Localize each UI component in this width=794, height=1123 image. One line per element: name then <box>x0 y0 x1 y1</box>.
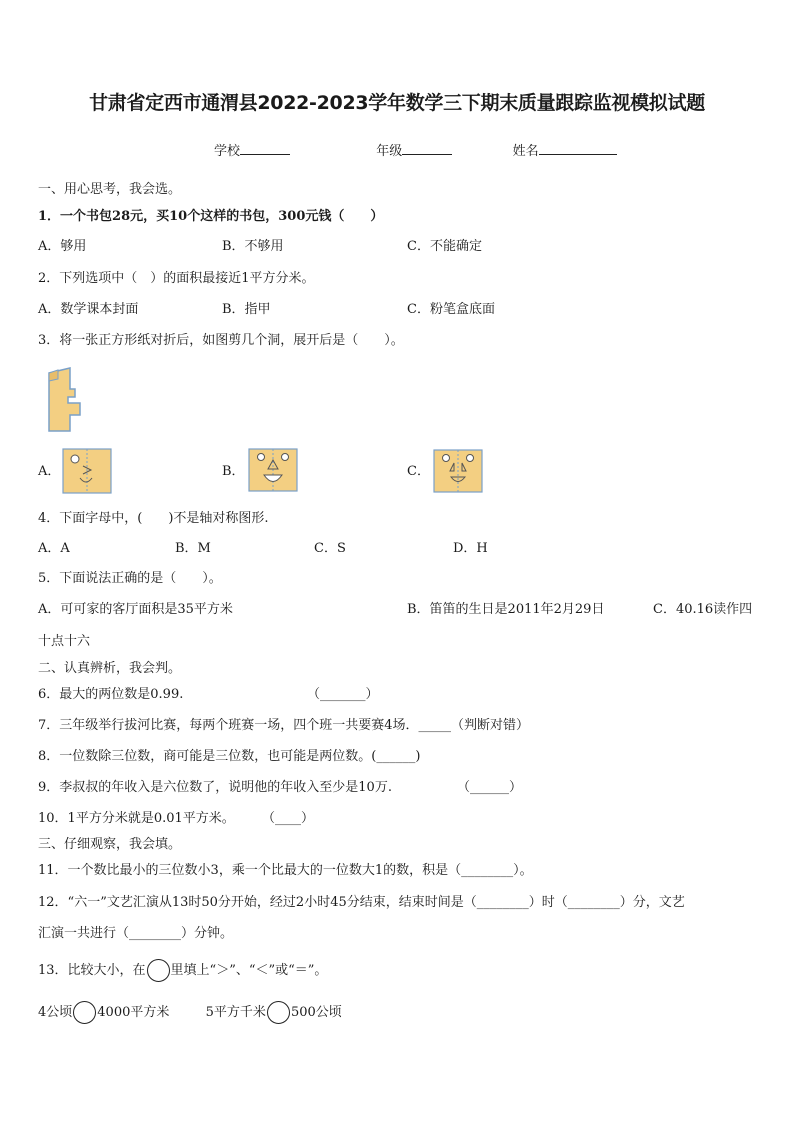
school-blank[interactable] <box>240 142 290 155</box>
name-label: 姓名 <box>512 144 539 159</box>
q10-answer-blank[interactable]: （____） <box>262 811 315 826</box>
question-5: 5．下面说法正确的是（ ）。 <box>38 571 222 586</box>
q3-option-c-figure[interactable] <box>433 449 483 493</box>
name-blank[interactable] <box>539 142 617 155</box>
q13-text-b: 里填上“＞”、“＜”或“＝”。 <box>170 963 328 978</box>
q3-option-a[interactable]: A． <box>38 464 61 479</box>
section-3-heading: 三、仔细观察，我会填。 <box>38 837 182 852</box>
q4-option-b[interactable]: B．M <box>175 541 211 556</box>
q1-option-a[interactable]: A．够用 <box>38 239 87 254</box>
q13-left-2: 5平方千米 <box>205 1005 266 1020</box>
q1-option-b[interactable]: B．不够用 <box>222 239 284 254</box>
q5-option-a[interactable]: A．可可家的客厅面积是35平方米 <box>38 602 233 617</box>
q13-right-1: 4000平方米 <box>97 1005 170 1020</box>
q3-option-b[interactable]: B． <box>222 464 245 479</box>
q4-option-d[interactable]: D．H <box>453 541 488 556</box>
q3-option-c[interactable]: C． <box>407 464 430 479</box>
section-1-heading: 一、用心思考，我会选。 <box>38 182 182 197</box>
header-fields <box>214 142 617 161</box>
q5-option-b[interactable]: B．笛笛的生日是2011年2月29日 <box>407 602 605 617</box>
school-label: 学校 <box>214 144 241 159</box>
question-9: 9．李叔叔的年收入是六位数了，说明他的年收入至少是10万. <box>38 780 392 795</box>
q1-option-c[interactable]: C．不能确定 <box>407 239 482 254</box>
compare-circle-2[interactable] <box>267 1001 290 1024</box>
page-title: 甘肃省定西市通渭县2022-2023学年数学三下期末质量跟踪监视模拟试题 <box>89 92 705 114</box>
question-6: 6．最大的两位数是0.99. <box>38 687 184 702</box>
grade-blank[interactable] <box>402 142 452 155</box>
q6-answer-blank[interactable]: （_______） <box>307 687 379 702</box>
q4-option-c[interactable]: C．S <box>314 541 346 556</box>
q5-option-c-continued: 十点十六 <box>38 634 91 649</box>
question-1: 1．一个书包28元，买10个这样的书包，300元钱（ ） <box>38 209 384 224</box>
q2-option-b[interactable]: B．指甲 <box>222 302 271 317</box>
compare-circle-1[interactable] <box>73 1001 96 1024</box>
circle-icon <box>147 959 170 982</box>
question-8: 8．一位数除三位数，商可能是三位数，也可能是两位数。(______) <box>38 749 421 764</box>
q13-left-1: 4公顷 <box>38 1005 73 1020</box>
folded-paper-figure <box>44 367 84 433</box>
q9-answer-blank[interactable]: （______） <box>457 780 523 795</box>
question-7: 7．三年级举行拔河比赛，每两个班赛一场，四个班一共要赛4场．_____（判断对错） <box>38 718 530 733</box>
q4-option-a[interactable]: A．A <box>38 541 70 556</box>
q3-option-a-figure[interactable] <box>62 448 112 494</box>
grade-label: 年级 <box>376 144 403 159</box>
question-12-continued: 汇演一共进行（________）分钟。 <box>38 926 234 941</box>
q13-text-a: 13．比较大小，在 <box>38 963 146 978</box>
q13-compare-row <box>38 1001 342 1024</box>
question-13 <box>38 959 327 982</box>
question-2: 2．下列选项中（ ）的面积最接近1平方分米。 <box>38 271 315 286</box>
q2-option-a[interactable]: A．数学课本封面 <box>38 302 139 317</box>
question-3: 3．将一张正方形纸对折后，如图剪几个洞，展开后是（ ）。 <box>38 333 404 348</box>
q2-option-c[interactable]: C．粉笔盒底面 <box>407 302 495 317</box>
q13-right-2: 500公顷 <box>290 1005 342 1020</box>
q5-option-c[interactable]: C．40.16读作四 <box>653 602 753 617</box>
question-10: 10．1平方分米就是0.01平方米。 <box>38 811 235 826</box>
question-12: 12．“六一”文艺汇演从13时50分开始，经过2小时45分结束，结束时间是（________）时（________）分，文艺 <box>38 895 685 910</box>
q3-option-b-figure[interactable] <box>248 448 298 492</box>
question-11: 11．一个数比最小的三位数小3，乘一个比最大的一位数大1的数，积是（________）。 <box>38 863 533 878</box>
section-2-heading: 二、认真辨析，我会判。 <box>38 661 182 676</box>
question-4: 4．下面字母中，( )不是轴对称图形. <box>38 511 269 526</box>
